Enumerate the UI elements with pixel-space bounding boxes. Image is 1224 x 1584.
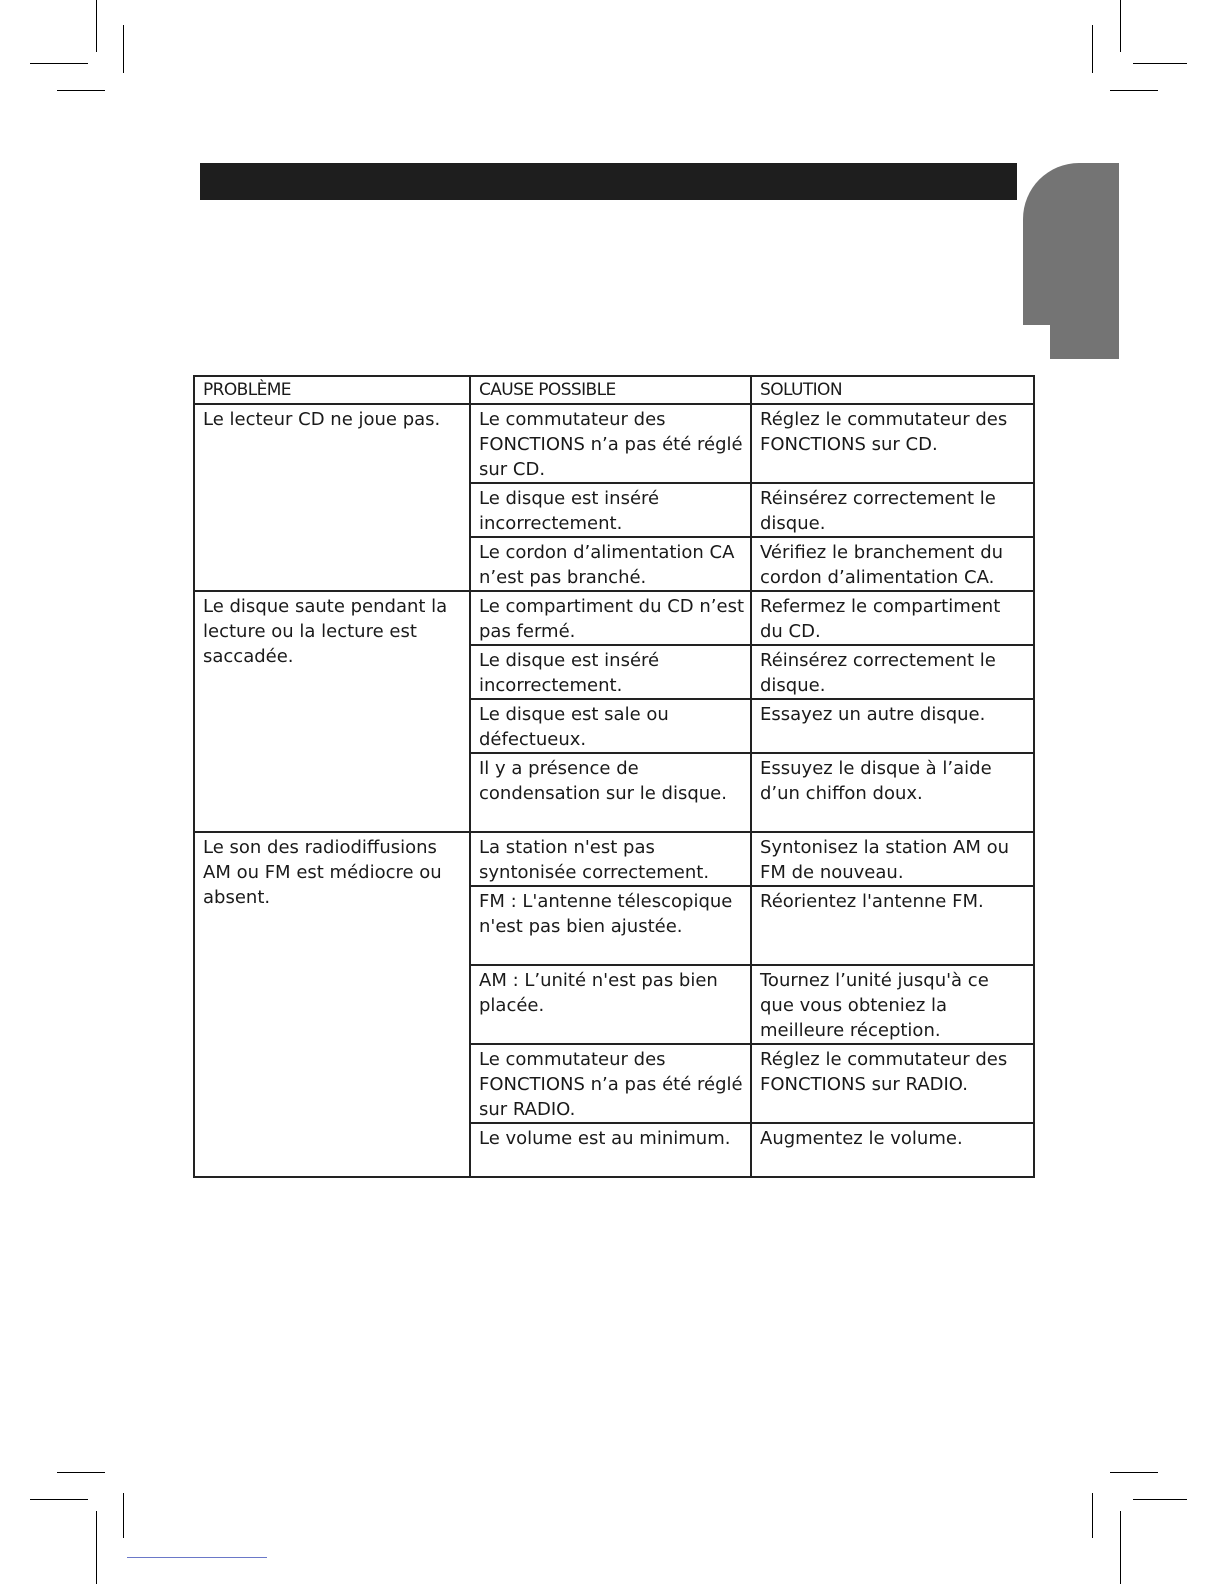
crop-mark-top-right-h1 [1133,63,1187,64]
cause-cell: AM : L’unité n'est pas bien placée. [470,965,751,1044]
table-row [194,404,1034,483]
side-tab-notch [1023,325,1050,359]
cause-cell: Le disque est inséré incorrectement. [470,483,751,537]
problem-cell: Le son des radiodiffusions AM ou FM est médiocre ou absent. [194,832,470,1177]
crop-mark-top-left-h1 [30,63,88,64]
section-header-bar [200,163,1017,200]
crop-mark-bottom-left-h1 [57,1472,105,1473]
table-row [194,832,1034,886]
column-header-cause: CAUSE POSSIBLE [470,376,751,404]
crop-mark-top-right-v1 [1120,0,1121,52]
column-header-solution: SOLUTION [751,376,1034,404]
crop-mark-bottom-left-h2 [30,1499,88,1500]
solution-cell: Réinsérez correctement le disque. [751,645,1034,699]
footer-rule [127,1557,267,1558]
crop-mark-bottom-right-h2 [1133,1499,1187,1500]
crop-mark-bottom-left-v1 [123,1493,124,1538]
crop-mark-bottom-right-v1 [1092,1493,1093,1538]
crop-mark-bottom-right-h1 [1110,1472,1158,1473]
cause-cell: La station n'est pas syntonisée correctement. [470,832,751,886]
crop-mark-top-left-v1 [96,0,97,52]
cause-cell: Il y a présence de condensation sur le disque. [470,753,751,832]
problem-cell: Le disque saute pendant la lecture ou la lecture est saccadée. [194,591,470,832]
solution-cell: Augmentez le volume. [751,1123,1034,1177]
crop-mark-top-left-h2 [57,90,105,91]
solution-cell: Tournez l’unité jusqu'à ce que vous obteniez la meilleure réception. [751,965,1034,1044]
cause-cell: Le compartiment du CD n’est pas fermé. [470,591,751,645]
cause-cell: Le disque est inséré incorrectement. [470,645,751,699]
troubleshooting-table [193,375,1035,1178]
solution-cell: Réorientez l'antenne FM. [751,886,1034,965]
solution-cell: Réinsérez correctement le disque. [751,483,1034,537]
cause-cell: FM : L'antenne télescopique n'est pas bien ajustée. [470,886,751,965]
column-header-problem: PROBLÈME [194,376,470,404]
solution-cell: Réglez le commutateur des FONCTIONS sur CD. [751,404,1034,483]
cause-cell: Le volume est au minimum. [470,1123,751,1177]
cause-cell: Le commutateur des FONCTIONS n’a pas été réglé sur CD. [470,404,751,483]
table-row [194,591,1034,645]
crop-mark-top-right-h2 [1110,90,1158,91]
problem-cell: Le lecteur CD ne joue pas. [194,404,470,591]
crop-mark-bottom-left-v2 [96,1511,97,1584]
crop-mark-top-right-v2 [1092,25,1093,73]
solution-cell: Refermez le compartiment du CD. [751,591,1034,645]
crop-mark-bottom-right-v2 [1120,1511,1121,1584]
solution-cell: Syntonisez la station AM ou FM de nouveau. [751,832,1034,886]
solution-cell: Vérifiez le branchement du cordon d’alimentation CA. [751,537,1034,591]
cause-cell: Le commutateur des FONCTIONS n’a pas été réglé sur RADIO. [470,1044,751,1123]
solution-cell: Réglez le commutateur des FONCTIONS sur RADIO. [751,1044,1034,1123]
solution-cell: Essuyez le disque à l’aide d’un chiffon doux. [751,753,1034,832]
crop-mark-top-left-v2 [123,25,124,73]
solution-cell: Essayez un autre disque. [751,699,1034,753]
table-header-row [194,376,1034,404]
cause-cell: Le disque est sale ou défectueux. [470,699,751,753]
cause-cell: Le cordon d’alimentation CA n’est pas branché. [470,537,751,591]
